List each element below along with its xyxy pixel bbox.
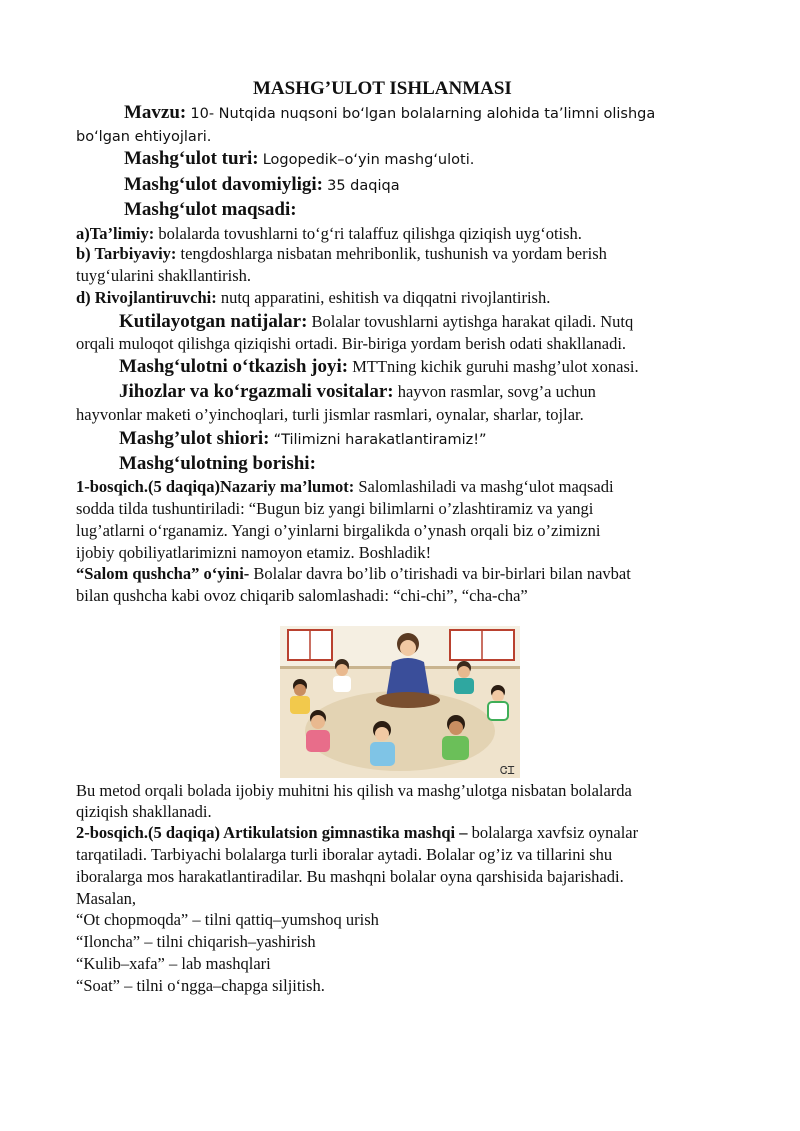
stage1-line <box>76 476 614 498</box>
stage1-text: Salomlashiladi va mashg‘ulot maqsadi <box>358 477 614 496</box>
stage2-line <box>76 822 638 844</box>
after-image-line1: Bu metod orqali bolada ijobiy muhitni his qilish va mashg’ulotga nisbatan bolalarda <box>76 781 632 800</box>
natijalar-line <box>119 311 633 333</box>
jihozlar-line <box>119 381 596 403</box>
exercise-item: “Soat” – tilni o‘ngga–chapga siljitish. <box>76 976 325 995</box>
jihozlar-text: hayvon rasmlar, sovg’a uchun <box>397 382 596 401</box>
stage1-label: 1-bosqich.(5 daqiqa)Nazariy ma’lumot: <box>76 477 355 496</box>
mavzu-text-cont: bo‘lgan ehtiyojlari. <box>76 129 212 145</box>
turi-line <box>124 148 474 171</box>
natijalar-text-cont: orqali muloqot qilishga qiziqishi ortadi. Bir-biriga yordam berish odati shakllanadi. <box>76 334 627 353</box>
mavzu-text: 10- Nutqida nuqsoni bo‘lgan bolalarning alohida ta’limni olishga <box>190 106 656 122</box>
stage2-line3: iboralarga mos harakatlantiradilar. Bu mashqni bolalar oyna qarshisida bajarishadi. <box>76 867 624 886</box>
rivojlantiruvchi-label: d) Rivojlantiruvchi: <box>76 288 217 307</box>
stage1-line2: sodda tilda tushuntiriladi: “Bugun biz yangi bilimlarni o’zlashtiramiz va yangi <box>76 499 594 518</box>
tarbiyaviy-label: b) Tarbiyaviy: <box>76 244 177 263</box>
tarbiyaviy-line <box>76 243 607 265</box>
stage2-label: 2-bosqich.(5 daqiqa) Artikulatsion gimnastika mashqi – <box>76 823 468 842</box>
davomiyligi-label: Mashg‘ulot davomiyligi: <box>124 174 323 195</box>
davomiyligi-text: 35 daqiqa <box>327 178 400 194</box>
page-title: MASHG’ULOT ISHLANMASI <box>253 78 512 99</box>
stage2-line4: Masalan, <box>76 889 137 908</box>
rivojlantiruvchi-line <box>76 287 550 309</box>
talimiy-line <box>76 223 582 245</box>
exercise-item: “Iloncha” – tilni chiqarish–yashirish <box>76 932 316 951</box>
tarbiyaviy-text-cont: tuyg‘ularini shakllantirish. <box>76 266 252 285</box>
joyi-line <box>119 356 639 378</box>
borishi-heading: Mashg‘ulotning borishi: <box>119 453 316 474</box>
stage2-text: bolalarga xavfsiz oynalar <box>471 823 639 842</box>
turi-text: Logopedik–o‘yin mashg‘uloti. <box>262 152 475 168</box>
joyi-text: MTTning kichik guruhi mashg’ulot xonasi. <box>352 357 639 376</box>
svg-text:ᏣᏆ: ᏣᏆ <box>500 764 515 777</box>
talimiy-label: a)Ta’limiy: <box>76 224 155 243</box>
maqsadi-heading: Mashg‘ulot maqsadi: <box>124 199 297 220</box>
stage2-line2: tarqatiladi. Tarbiyachi bolalarga turli iboralar aytadi. Bolalar og’iz va tillarini shu <box>76 845 613 864</box>
game-label: “Salom qushcha” o‘yini- <box>76 564 250 583</box>
game-text: Bolalar davra bo’lib o’tirishadi va bir-birlari bilan navbat <box>253 564 631 583</box>
talimiy-text: bolalarda tovushlarni to‘g‘ri talaffuz qilishga qiziqish uyg‘otish. <box>158 224 582 243</box>
natijalar-label: Kutilayotgan natijalar: <box>119 311 308 332</box>
davomiyligi-line <box>124 174 400 197</box>
game-line <box>76 563 631 585</box>
game-line2: bilan qushcha kabi ovoz chiqarib salomlashadi: “chi-chi”, “cha-cha” <box>76 586 528 605</box>
joyi-label: Mashg‘ulotni o‘tkazish joyi: <box>119 356 349 377</box>
shiori-text: “Tilimizni harakatlantiramiz!” <box>273 432 487 448</box>
shiori-label: Mashg’ulot shiori: <box>119 428 270 449</box>
illustration-svg <box>280 626 520 778</box>
exercise-item: “Ot chopmoqda” – tilni qattiq–yumshoq urish <box>76 910 379 929</box>
jihozlar-text-cont: hayvonlar maketi o’yinchoqlari, turli jismlar rasmlari, oynalar, sharlar, tojlar. <box>76 405 584 424</box>
tarbiyaviy-text: tengdoshlarga nisbatan mehribonlik, tushunish va yordam berish <box>180 244 607 263</box>
mavzu-line <box>124 102 655 125</box>
exercise-item: “Kulib–xafa” – lab mashqlari <box>76 954 271 973</box>
turi-label: Mashg‘ulot turi: <box>124 148 259 169</box>
mavzu-label: Mavzu: <box>124 102 187 123</box>
after-image-line2: qiziqish shakllanadi. <box>76 802 212 821</box>
rivojlantiruvchi-text: nutq apparatini, eshitish va diqqatni rivojlantirish. <box>220 288 551 307</box>
natijalar-text: Bolalar tovushlarni aytishga harakat qiladi. Nutq <box>311 312 634 331</box>
jihozlar-label: Jihozlar va ko‘rgazmali vositalar: <box>119 381 394 402</box>
children-circle-illustration <box>280 626 520 778</box>
stage1-line3: lug’atlarni o‘rganamiz. Yangi o’yinlarni birgalikda o’ynash orqali biz o’zimizni <box>76 521 601 540</box>
stage1-line4: ijobiy qobiliyatlarimizni namoyon etamiz. Boshladik! <box>76 543 432 562</box>
shiori-line <box>119 428 487 451</box>
